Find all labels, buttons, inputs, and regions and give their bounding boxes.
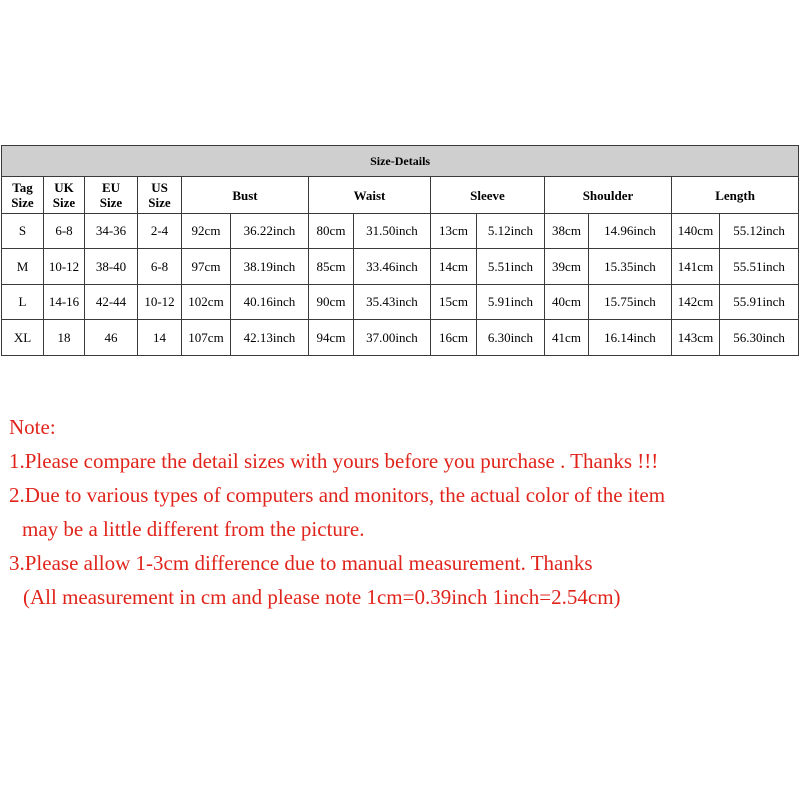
- note-line-3-continued: (All measurement in cm and please note 1cm=0.39inch 1inch=2.54cm): [23, 585, 621, 609]
- cell-shoulder-inch: 15.35inch: [589, 249, 672, 285]
- cell-shoulder-cm: 39cm: [545, 249, 589, 285]
- cell-eu-size: 42-44: [85, 284, 138, 320]
- cell-shoulder-cm: 41cm: [545, 320, 589, 356]
- header-eu-size: EU Size: [85, 177, 138, 214]
- cell-waist-inch: 33.46inch: [354, 249, 431, 285]
- cell-uk-size: 14-16: [44, 284, 85, 320]
- cell-length-inch: 55.91inch: [720, 284, 799, 320]
- note-line-2: 2.Due to various types of computers and monitors, the actual color of the item: [9, 483, 666, 507]
- cell-length-cm: 143cm: [672, 320, 720, 356]
- cell-us-size: 2-4: [138, 213, 182, 249]
- cell-sleeve-cm: 16cm: [431, 320, 477, 356]
- cell-eu-size: 38-40: [85, 249, 138, 285]
- cell-waist-inch: 31.50inch: [354, 213, 431, 249]
- cell-bust-cm: 92cm: [182, 213, 231, 249]
- header-uk-size: UK Size: [44, 177, 85, 214]
- cell-sleeve-cm: 15cm: [431, 284, 477, 320]
- cell-length-inch: 56.30inch: [720, 320, 799, 356]
- notes-section: [9, 410, 799, 614]
- cell-sleeve-inch: 6.30inch: [477, 320, 545, 356]
- cell-bust-inch: 38.19inch: [231, 249, 309, 285]
- cell-bust-inch: 42.13inch: [231, 320, 309, 356]
- cell-shoulder-inch: 14.96inch: [589, 213, 672, 249]
- cell-eu-size: 46: [85, 320, 138, 356]
- cell-eu-size: 34-36: [85, 213, 138, 249]
- size-details-table: [1, 145, 799, 356]
- table-header-row: [2, 177, 799, 214]
- table-title: Size-Details: [2, 146, 799, 177]
- cell-uk-size: 10-12: [44, 249, 85, 285]
- cell-waist-cm: 85cm: [309, 249, 354, 285]
- cell-waist-inch: 37.00inch: [354, 320, 431, 356]
- header-sleeve: Sleeve: [431, 177, 545, 214]
- cell-waist-cm: 80cm: [309, 213, 354, 249]
- cell-shoulder-inch: 16.14inch: [589, 320, 672, 356]
- cell-length-cm: 142cm: [672, 284, 720, 320]
- cell-bust-inch: 36.22inch: [231, 213, 309, 249]
- cell-length-cm: 140cm: [672, 213, 720, 249]
- note-line-1: 1.Please compare the detail sizes with yours before you purchase . Thanks !!!: [9, 449, 659, 473]
- header-length: Length: [672, 177, 799, 214]
- header-waist: Waist: [309, 177, 431, 214]
- table-row: [2, 213, 799, 249]
- cell-sleeve-inch: 5.91inch: [477, 284, 545, 320]
- cell-uk-size: 6-8: [44, 213, 85, 249]
- cell-length-inch: 55.12inch: [720, 213, 799, 249]
- cell-tag-size: S: [2, 213, 44, 249]
- header-us-size: US Size: [138, 177, 182, 214]
- cell-bust-cm: 107cm: [182, 320, 231, 356]
- table-row: [2, 249, 799, 285]
- cell-shoulder-cm: 40cm: [545, 284, 589, 320]
- header-bust: Bust: [182, 177, 309, 214]
- header-tag-size: Tag Size: [2, 177, 44, 214]
- cell-length-inch: 55.51inch: [720, 249, 799, 285]
- table-row: [2, 320, 799, 356]
- cell-us-size: 10-12: [138, 284, 182, 320]
- note-line-2-continued: may be a little different from the picture.: [22, 517, 365, 541]
- cell-tag-size: L: [2, 284, 44, 320]
- cell-sleeve-inch: 5.12inch: [477, 213, 545, 249]
- table-row: [2, 284, 799, 320]
- cell-us-size: 6-8: [138, 249, 182, 285]
- cell-waist-cm: 90cm: [309, 284, 354, 320]
- header-shoulder: Shoulder: [545, 177, 672, 214]
- note-heading: Note:: [9, 415, 56, 439]
- cell-length-cm: 141cm: [672, 249, 720, 285]
- cell-bust-cm: 97cm: [182, 249, 231, 285]
- cell-tag-size: XL: [2, 320, 44, 356]
- cell-bust-cm: 102cm: [182, 284, 231, 320]
- cell-sleeve-cm: 14cm: [431, 249, 477, 285]
- cell-tag-size: M: [2, 249, 44, 285]
- cell-uk-size: 18: [44, 320, 85, 356]
- cell-waist-inch: 35.43inch: [354, 284, 431, 320]
- cell-sleeve-inch: 5.51inch: [477, 249, 545, 285]
- cell-shoulder-inch: 15.75inch: [589, 284, 672, 320]
- cell-sleeve-cm: 13cm: [431, 213, 477, 249]
- cell-us-size: 14: [138, 320, 182, 356]
- note-line-3: 3.Please allow 1-3cm difference due to manual measurement. Thanks: [9, 551, 593, 575]
- cell-waist-cm: 94cm: [309, 320, 354, 356]
- cell-bust-inch: 40.16inch: [231, 284, 309, 320]
- cell-shoulder-cm: 38cm: [545, 213, 589, 249]
